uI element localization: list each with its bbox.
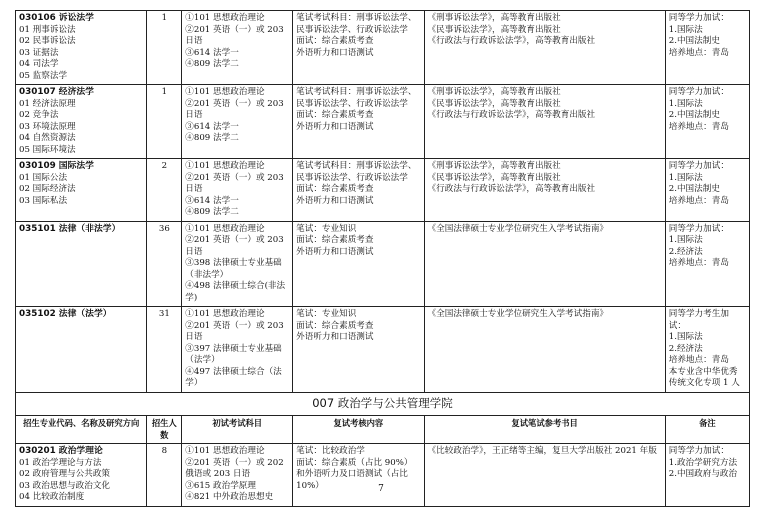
exam-subjects bbox=[182, 85, 293, 159]
major-cell bbox=[16, 85, 147, 159]
retest-content bbox=[293, 11, 424, 85]
table-row bbox=[16, 11, 750, 85]
header-exam: 初试考试科目 bbox=[182, 416, 293, 444]
notes bbox=[665, 444, 749, 507]
exam-subjects-line: ②201 英语（一）或 203 日语 bbox=[185, 98, 284, 120]
exam-subjects-line: ②201 英语（一）或 203 日语 bbox=[185, 235, 284, 257]
notes-line: 同等学力考生加试： bbox=[668, 309, 729, 331]
major-code: 030109 国际法学 bbox=[19, 161, 94, 171]
reference-books bbox=[424, 11, 665, 85]
table-row bbox=[16, 307, 750, 393]
retest-content bbox=[293, 307, 424, 393]
reference-books-line: 《民事诉讼法学》，高等教育出版社 bbox=[427, 24, 561, 35]
notes bbox=[665, 85, 749, 159]
retest-content-line: 笔试：专业知识 bbox=[296, 223, 357, 234]
header-notes: 备注 bbox=[665, 416, 749, 444]
retest-content-line: 笔试考试科目：刑事诉讼法学、民事诉讼法学、行政诉讼法学 bbox=[296, 161, 417, 183]
notes-line: 同等学力加试： bbox=[668, 13, 729, 23]
header-count: 招生人数 bbox=[147, 416, 182, 444]
reference-books-line: 《民事诉讼法学》，高等教育出版社 bbox=[427, 172, 561, 183]
section-title-row bbox=[16, 392, 750, 416]
notes-line: 2.经济法 bbox=[668, 343, 703, 354]
exam-subjects bbox=[182, 159, 293, 222]
major-code: 030106 诉讼法学 bbox=[19, 13, 94, 23]
section-title: 007 政治学与公共管理学院 bbox=[16, 392, 750, 416]
exam-subjects-line: ③398 法律硕士专业基础（非法学） bbox=[185, 258, 282, 280]
retest-content-line: 外语听力和口语测试 bbox=[296, 195, 374, 206]
exam-subjects-line: ①101 思想政治理论 bbox=[185, 446, 265, 456]
exam-subjects bbox=[182, 444, 293, 507]
notes-line: 1.国际法 bbox=[668, 235, 703, 245]
research-direction: 03 证据法 bbox=[19, 47, 59, 58]
research-direction: 02 竞争法 bbox=[19, 110, 59, 120]
reference-books bbox=[424, 307, 665, 393]
research-direction: 05 监察法学 bbox=[19, 70, 68, 81]
enrollment-count: 8 bbox=[147, 444, 182, 507]
exam-subjects-line: ④821 中外政治思想史 bbox=[185, 492, 274, 502]
notes-line: 培养地点：青岛 bbox=[668, 47, 729, 58]
reference-books-line: 《比较政治学》，王正绪等主编，复旦大学出版社 2021 年版 bbox=[427, 446, 657, 456]
notes-line: 2.中国法制史 bbox=[668, 184, 720, 194]
exam-subjects-line: ②201 英语（一）或 203 日语 bbox=[185, 172, 284, 194]
exam-subjects-line: ④498 法律硕士综合(非法学) bbox=[185, 281, 286, 303]
research-direction: 01 经济法原理 bbox=[19, 98, 76, 109]
table-row bbox=[16, 221, 750, 307]
research-direction: 03 国际私法 bbox=[19, 195, 68, 206]
reference-books-line: 《民事诉讼法学》，高等教育出版社 bbox=[427, 98, 561, 109]
major-code: 030201 政治学理论 bbox=[19, 446, 103, 456]
enrollment-count: 36 bbox=[147, 221, 182, 307]
major-cell bbox=[16, 307, 147, 393]
retest-content bbox=[293, 85, 424, 159]
reference-books-line: 《刑事诉讼法学》，高等教育出版社 bbox=[427, 13, 561, 23]
notes-line: 1.政治学研究方法 bbox=[668, 457, 738, 468]
retest-content-line: 笔试：专业知识 bbox=[296, 309, 357, 319]
major-cell bbox=[16, 11, 147, 85]
notes-line: 培养地点：青岛 bbox=[668, 121, 729, 132]
reference-books bbox=[424, 159, 665, 222]
enrollment-count: 1 bbox=[147, 11, 182, 85]
notes bbox=[665, 159, 749, 222]
notes-line: 本专业含中华优秀传统文化专项 1 人 bbox=[668, 366, 740, 388]
notes-line: 2.中国法制史 bbox=[668, 110, 720, 120]
exam-subjects-line: ③614 法学一 bbox=[185, 47, 239, 58]
exam-subjects-line: ③614 法学一 bbox=[185, 195, 239, 206]
retest-content-line: 笔试：比较政治学 bbox=[296, 446, 365, 456]
research-direction: 01 政治学理论与方法 bbox=[19, 457, 102, 468]
notes-line: 2.中国法制史 bbox=[668, 36, 720, 46]
research-direction: 01 刑事诉讼法 bbox=[19, 24, 76, 35]
retest-content-line: 外语听力和口语测试 bbox=[296, 121, 374, 132]
reference-books bbox=[424, 444, 665, 507]
exam-subjects-line: ①101 思想政治理论 bbox=[185, 13, 265, 23]
notes-line: 同等学力加试： bbox=[668, 223, 729, 234]
exam-subjects-line: ②201 英语（一）或 203 日语 bbox=[185, 24, 284, 46]
reference-books-line: 《刑事诉讼法学》，高等教育出版社 bbox=[427, 87, 561, 97]
notes-line: 同等学力加试： bbox=[668, 161, 729, 171]
reference-books-line: 《刑事诉讼法学》，高等教育出版社 bbox=[427, 161, 561, 171]
notes-line: 1.国际法 bbox=[668, 172, 703, 183]
notes-line: 1.国际法 bbox=[668, 98, 703, 109]
exam-subjects-line: ③614 法学一 bbox=[185, 121, 239, 132]
major-cell bbox=[16, 221, 147, 307]
exam-subjects-line: ③615 政治学原理 bbox=[185, 480, 256, 491]
retest-content-line: 面试：综合素质（占比 90%）和外语听力及口语测试（占比 10%） bbox=[296, 457, 413, 491]
exam-subjects-line: ④809 法学二 bbox=[185, 59, 239, 69]
reference-books-line: 《行政法与行政诉讼法学》，高等教育出版社 bbox=[427, 36, 596, 46]
research-direction: 03 环境法原理 bbox=[19, 121, 76, 132]
major-code: 035102 法律（法学） bbox=[19, 309, 112, 319]
exam-subjects bbox=[182, 221, 293, 307]
header-major: 招生专业代码、名称及研究方向 bbox=[16, 416, 147, 444]
notes-line: 1.国际法 bbox=[668, 332, 703, 342]
notes-line: 同等学力加试： bbox=[668, 446, 729, 456]
notes-line: 2.中国政府与政治 bbox=[668, 469, 738, 479]
research-direction: 04 自然资源法 bbox=[19, 133, 76, 143]
reference-books bbox=[424, 85, 665, 159]
exam-subjects-line: ③397 法律硕士专业基础（法学） bbox=[185, 343, 282, 365]
enrollment-count: 2 bbox=[147, 159, 182, 222]
research-direction: 01 国际公法 bbox=[19, 172, 68, 183]
retest-content-line: 笔试考试科目：刑事诉讼法学、民事诉讼法学、行政诉讼法学 bbox=[296, 87, 417, 109]
reference-books bbox=[424, 221, 665, 307]
retest-content-line: 面试：综合素质考查 bbox=[296, 235, 374, 245]
reference-books-line: 《全国法律硕士专业学位研究生入学考试指南》 bbox=[427, 223, 609, 234]
retest-content-line: 面试：综合素质考查 bbox=[296, 184, 374, 194]
retest-content-line: 笔试考试科目：刑事诉讼法学、民事诉讼法学、行政诉讼法学 bbox=[296, 13, 417, 35]
retest-content bbox=[293, 444, 424, 507]
notes-line: 1.国际法 bbox=[668, 24, 703, 35]
notes-line: 培养地点：青岛 bbox=[668, 258, 729, 268]
exam-subjects-line: ②201 英语（一）或 202 俄语或 203 日语 bbox=[185, 457, 284, 479]
notes-line: 2.经济法 bbox=[668, 246, 703, 257]
exam-subjects-line: ④809 法学二 bbox=[185, 133, 239, 143]
exam-subjects bbox=[182, 307, 293, 393]
enrollment-count: 31 bbox=[147, 307, 182, 393]
notes bbox=[665, 11, 749, 85]
exam-subjects-line: ①101 思想政治理论 bbox=[185, 161, 265, 171]
research-direction: 02 政府管理与公共政策 bbox=[19, 469, 111, 479]
research-direction: 03 政治思想与政治文化 bbox=[19, 480, 111, 491]
retest-content-line: 面试：综合素质考查 bbox=[296, 36, 374, 46]
exam-subjects-line: ①101 思想政治理论 bbox=[185, 309, 265, 319]
exam-subjects-line: ①101 思想政治理论 bbox=[185, 223, 265, 234]
notes-line: 培养地点：青岛 bbox=[668, 355, 729, 365]
research-direction: 04 比较政治制度 bbox=[19, 492, 85, 502]
retest-content-line: 外语听力和口语测试 bbox=[296, 246, 374, 257]
table-row bbox=[16, 444, 750, 507]
research-direction: 02 国际经济法 bbox=[19, 184, 76, 194]
table-row bbox=[16, 159, 750, 222]
reference-books-line: 《行政法与行政诉讼法学》，高等教育出版社 bbox=[427, 184, 596, 194]
major-cell bbox=[16, 444, 147, 507]
retest-content-line: 面试：综合素质考查 bbox=[296, 320, 374, 331]
exam-subjects-line: ④809 法学二 bbox=[185, 207, 239, 217]
notes bbox=[665, 307, 749, 393]
research-direction: 02 民事诉讼法 bbox=[19, 36, 76, 46]
header-retest: 复试考核内容 bbox=[293, 416, 424, 444]
notes bbox=[665, 221, 749, 307]
header-row bbox=[16, 416, 750, 444]
reference-books-line: 《全国法律硕士专业学位研究生入学考试指南》 bbox=[427, 309, 609, 319]
admissions-table bbox=[15, 10, 750, 507]
reference-books-line: 《行政法与行政诉讼法学》，高等教育出版社 bbox=[427, 110, 596, 120]
exam-subjects bbox=[182, 11, 293, 85]
exam-subjects-line: ②201 英语（一）或 203 日语 bbox=[185, 320, 284, 342]
enrollment-count: 1 bbox=[147, 85, 182, 159]
table-row bbox=[16, 85, 750, 159]
major-cell bbox=[16, 159, 147, 222]
retest-content-line: 外语听力和口语测试 bbox=[296, 332, 374, 342]
exam-subjects-line: ④497 法律硕士综合（法学） bbox=[185, 366, 282, 388]
retest-content-line: 面试：综合素质考查 bbox=[296, 110, 374, 120]
major-code: 030107 经济法学 bbox=[19, 87, 94, 97]
notes-line: 同等学力加试： bbox=[668, 87, 729, 97]
major-code: 035101 法律（非法学） bbox=[19, 223, 121, 234]
header-books: 复试笔试参考书目 bbox=[424, 416, 665, 444]
retest-content bbox=[293, 221, 424, 307]
research-direction: 04 司法学 bbox=[19, 59, 59, 69]
exam-subjects-line: ①101 思想政治理论 bbox=[185, 87, 265, 97]
retest-content-line: 外语听力和口语测试 bbox=[296, 47, 374, 58]
retest-content bbox=[293, 159, 424, 222]
notes-line: 培养地点：青岛 bbox=[668, 195, 729, 206]
research-direction: 05 国际环境法 bbox=[19, 144, 76, 155]
page-number: 7 bbox=[378, 484, 384, 494]
